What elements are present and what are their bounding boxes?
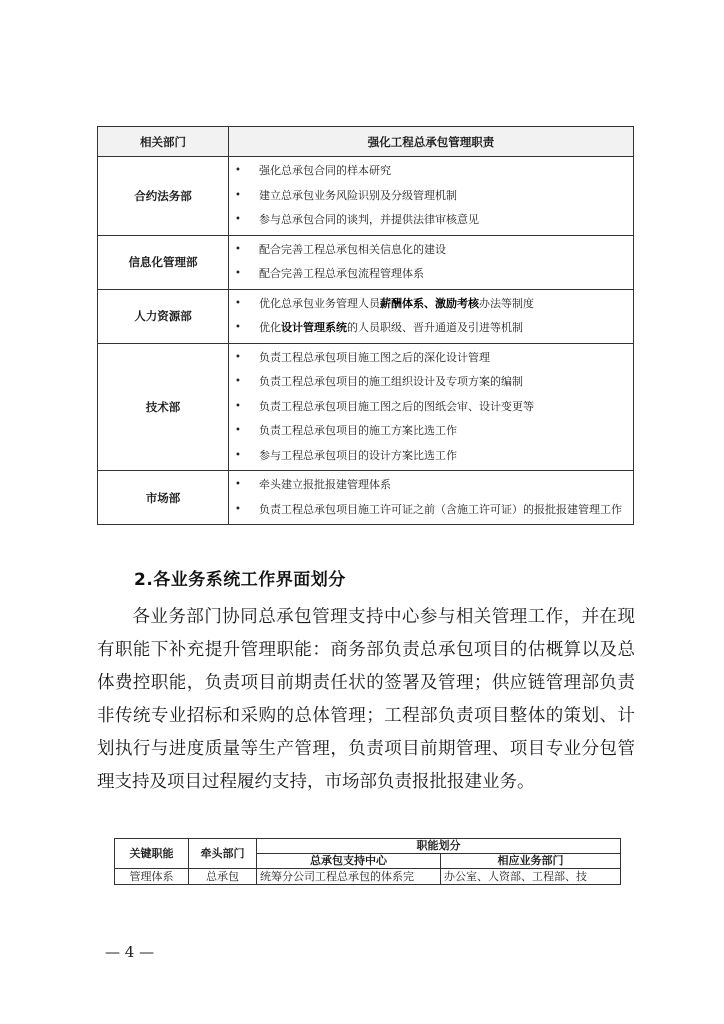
table-row	[98, 157, 634, 236]
cell-support: 统筹分公司工程总承包的体系完	[257, 869, 441, 885]
dept-cell: 合约法务部	[98, 157, 229, 236]
bullet-icon: •	[235, 479, 241, 490]
table-row	[115, 869, 621, 885]
header-function-division: 职能划分	[257, 839, 621, 854]
header-support-center: 总承包支持中心	[257, 854, 441, 869]
list-item: • 负责工程总承包项目施工许可证之前（含施工许可证）的报批报建管理工作	[235, 498, 629, 523]
bullet-icon: •	[235, 297, 241, 309]
duties-cell	[229, 343, 634, 471]
bullet-icon: •	[235, 376, 241, 387]
duties-cell	[229, 235, 634, 289]
list-item: • 负责工程总承包项目的施工方案比选工作	[235, 419, 629, 444]
header-key-function: 关键职能	[115, 839, 189, 869]
bullet-icon: •	[235, 425, 241, 436]
table-row	[98, 343, 634, 471]
header-responsibilities: 强化工程总承包管理职责	[229, 127, 634, 157]
body-paragraph: 各业务部门协同总承包管理支持中心参与相关管理工作，并在现有职能下补充提升管理职能：商务部负责总承包项目的估概算以及总体费控职能，负责项目前期责任状的签署及管理；供应链管理部负责非传统专业招标和采购的总体管理；工程部负责项目整体的策划、计划执行与进度质量等生产管理，负责项目前期管理、项目专业分包管理支持及项目过程履约支持，市场部负责报批报建业务。	[97, 607, 635, 792]
list-item: • 优化总承包业务管理人员薪酬体系、激励考核办法等制度	[235, 292, 629, 317]
list-item: • 建立总承包业务风险识别及分级管理机制	[235, 184, 629, 209]
dept-cell: 信息化管理部	[98, 235, 229, 289]
dept-cell: 技术部	[98, 343, 229, 471]
list-item: • 参与工程总承包项目的设计方案比选工作	[235, 444, 629, 469]
list-item: • 配合完善工程总承包相关信息化的建设	[235, 238, 629, 263]
table-header-row	[115, 839, 621, 854]
bullet-icon: •	[235, 400, 241, 412]
duties-cell	[229, 157, 634, 236]
duties-cell	[229, 471, 634, 525]
table-row	[98, 235, 634, 289]
list-item: • 强化总承包合同的样本研究	[235, 159, 629, 184]
section-heading: 2.各业务系统工作界面划分	[134, 570, 346, 590]
duties-cell	[229, 289, 634, 343]
table-row	[98, 289, 634, 343]
dept-cell: 人力资源部	[98, 289, 229, 343]
bullet-icon: •	[235, 189, 241, 201]
bullet-icon: •	[235, 243, 241, 255]
header-business-dept: 相应业务部门	[441, 854, 621, 869]
header-lead-dept: 牵头部门	[189, 839, 257, 869]
emphasis-text: 薪酬体系、激励考核	[380, 296, 479, 310]
list-item: • 配合完善工程总承包流程管理体系	[235, 262, 629, 287]
bullet-icon: •	[235, 351, 241, 363]
cell-business: 办公室、人资部、工程部、技	[441, 869, 621, 885]
emphasis-text: 设计管理系统	[281, 321, 347, 334]
bullet-icon: •	[235, 214, 241, 225]
list-item: • 负责工程总承包项目施工图之后的图纸会审、设计变更等	[235, 395, 629, 420]
list-item: • 负责工程总承包项目的施工组织设计及专项方案的编制	[235, 370, 629, 395]
bullet-icon: •	[235, 165, 241, 176]
list-item: • 优化设计管理系统的人员职级、晋升通道及引进等机制	[235, 316, 629, 341]
page-number: — 4 —	[105, 943, 155, 961]
cell-lead: 总承包	[189, 869, 257, 885]
responsibilities-table	[97, 126, 634, 525]
table-header-row	[98, 127, 634, 157]
table-row	[98, 471, 634, 525]
bullet-icon: •	[235, 449, 241, 461]
list-item: • 参与总承包合同的谈判，并提供法律审核意见	[235, 208, 629, 233]
list-item: • 牵头建立报批报建管理体系	[235, 473, 629, 498]
function-division-table	[114, 838, 621, 885]
dept-cell: 市场部	[98, 471, 229, 525]
list-item: • 负责工程总承包项目施工图之后的深化设计管理	[235, 346, 629, 371]
bullet-icon: •	[235, 322, 241, 333]
header-department: 相关部门	[98, 127, 229, 157]
bullet-icon: •	[235, 503, 241, 515]
bullet-icon: •	[235, 268, 241, 279]
cell-key: 管理体系	[115, 869, 189, 885]
